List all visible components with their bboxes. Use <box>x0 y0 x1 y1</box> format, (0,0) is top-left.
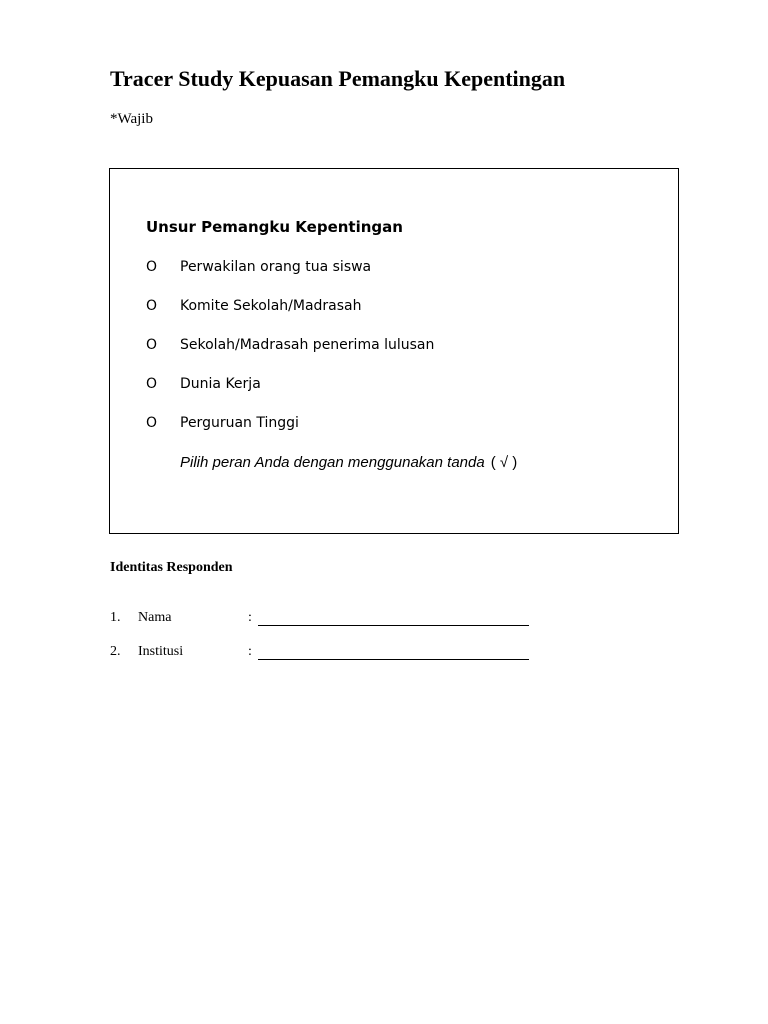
field-label: Nama <box>138 610 172 625</box>
page-title: Tracer Study Kepuasan Pemangku Kepentingan <box>110 66 566 91</box>
option-label: Sekolah/Madrasah penerima lulusan <box>180 337 435 353</box>
option-label: Komite Sekolah/Madrasah <box>180 298 362 314</box>
radio-circle-icon[interactable]: O <box>146 337 158 353</box>
option-label: Perwakilan orang tua siswa <box>180 259 372 275</box>
respondent-heading: Identitas Responden <box>110 560 233 575</box>
option-dunia-kerja[interactable] <box>146 376 261 392</box>
option-perwakilan-orang-tua[interactable] <box>146 259 371 275</box>
option-label: Dunia Kerja <box>180 376 261 392</box>
field-number: 2. <box>110 644 121 659</box>
institution-input-line[interactable] <box>258 659 529 660</box>
stakeholder-box <box>109 168 679 534</box>
field-label: Institusi <box>138 644 184 659</box>
field-number: 1. <box>110 610 121 625</box>
radio-circle-icon[interactable]: O <box>146 415 158 431</box>
stakeholder-heading: Unsur Pemangku Kepentingan <box>146 218 403 236</box>
selection-instruction <box>180 454 517 471</box>
option-perguruan-tinggi[interactable] <box>146 415 299 431</box>
checkmark-icon: ( √ ) <box>490 454 518 471</box>
option-komite-sekolah[interactable] <box>146 298 362 314</box>
field-colon: : <box>248 610 252 625</box>
instruction-text: Pilih peran Anda dengan menggunakan tanda <box>180 454 485 471</box>
radio-circle-icon[interactable]: O <box>146 259 158 275</box>
radio-circle-icon[interactable]: O <box>146 376 158 392</box>
name-input-line[interactable] <box>258 625 529 626</box>
option-sekolah-penerima[interactable] <box>146 337 434 353</box>
field-colon: : <box>248 644 252 659</box>
option-label: Perguruan Tinggi <box>180 415 299 431</box>
radio-circle-icon[interactable]: O <box>146 298 158 314</box>
required-note: *Wajib <box>110 111 153 127</box>
